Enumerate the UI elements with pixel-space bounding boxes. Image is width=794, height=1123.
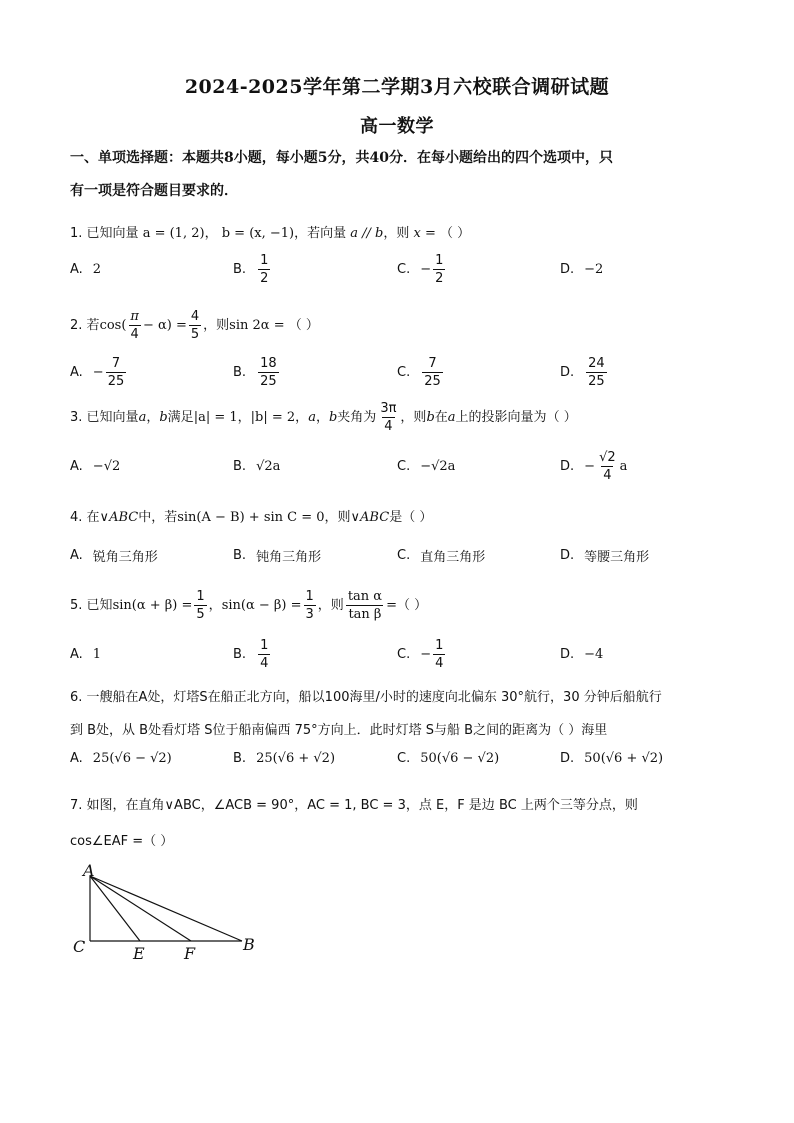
q1-sep: ， [204, 226, 218, 241]
q4-option-c[interactable] [397, 535, 485, 575]
q5-blank: （ ） [396, 598, 428, 613]
fraction [194, 590, 206, 621]
question-7 [70, 788, 740, 860]
option-label: D. [560, 458, 575, 474]
option-label: B. [233, 458, 247, 474]
option-label: B. [233, 646, 247, 662]
q1-option-a[interactable] [70, 249, 101, 289]
fraction [106, 357, 127, 388]
q2-minus-alpha: − α) = [142, 318, 187, 333]
q2-option-a[interactable] [70, 352, 128, 392]
frac-num: 1 [305, 589, 314, 604]
frac-den: 4 [260, 655, 269, 671]
question-5 [70, 590, 740, 621]
fraction [433, 639, 445, 670]
q3-option-b[interactable] [233, 446, 280, 486]
q7-line-2: cos∠EAF =（ ） [70, 834, 174, 849]
fraction [128, 310, 141, 341]
option-label: A. [70, 646, 83, 662]
fraction [258, 357, 279, 388]
q5-options [70, 634, 740, 674]
question-3 [70, 402, 740, 433]
label-b: B [243, 935, 255, 954]
frac-num: 1 [196, 589, 205, 604]
option-label: C. [397, 547, 411, 563]
frac-den: 25 [424, 373, 441, 389]
q2-cos: cos( [99, 318, 127, 333]
label-f: F [184, 944, 196, 963]
q3-sep: ， [315, 410, 329, 425]
frac-num: √2 [599, 449, 616, 465]
q4-expr: sin(A − B) + sin C = 0 [177, 510, 325, 525]
frac-num: 7 [111, 355, 121, 371]
sign: − [584, 458, 596, 474]
q3-vec-a: a [447, 410, 456, 425]
option-value: 25(√6 + √2) [256, 750, 336, 766]
q2-text-1: 若 [86, 318, 100, 333]
q6-option-a[interactable] [70, 738, 172, 778]
q5-text-1: 已知 [86, 598, 113, 613]
q3-options [70, 446, 740, 486]
frac-num: π [130, 309, 139, 324]
option-label: C. [397, 646, 411, 662]
frac-num: 1 [260, 637, 269, 653]
q5-option-c[interactable] [397, 634, 447, 674]
frac-num: 7 [428, 355, 437, 371]
fraction [258, 254, 270, 285]
label-e: E [133, 944, 145, 963]
section-heading-line1: 一、单项选择题：本题共8小题，每小题5分，共40分．在每小题给出的四个选项中，只 [70, 150, 613, 166]
q1-option-b[interactable] [233, 249, 272, 289]
fraction [597, 451, 618, 482]
option-value: −4 [584, 646, 604, 662]
q3-sep: ， [146, 410, 160, 425]
option-label: D. [560, 547, 575, 563]
frac-den: 25 [107, 373, 125, 389]
sign: − [420, 261, 432, 277]
label-a: A [83, 861, 95, 880]
fraction [433, 254, 445, 285]
q5-option-d[interactable] [560, 634, 603, 674]
q3-sep: ， [237, 410, 251, 425]
fraction [378, 402, 398, 433]
frac-num: 1 [435, 637, 444, 653]
option-label: B. [233, 750, 247, 766]
option-value: 2 [92, 261, 102, 277]
label-c: C [73, 937, 86, 956]
q5-expr-2: sin(α − β) = [221, 598, 302, 613]
option-label: D. [560, 261, 575, 277]
question-1 [70, 224, 740, 244]
q6-options [70, 738, 740, 778]
fraction [258, 639, 270, 670]
q3-text-6: 上的投影向量为 [455, 410, 547, 425]
q5-sep: ， [208, 598, 222, 613]
fraction [304, 590, 316, 621]
q4-text-3: ，则∨ [324, 510, 361, 525]
q6-option-b[interactable] [233, 738, 335, 778]
segment-af [90, 876, 191, 941]
frac-den: 4 [384, 419, 393, 434]
option-value: 锐角三角形 [92, 549, 158, 565]
frac-num: 1 [260, 252, 269, 268]
option-label: C. [397, 364, 411, 380]
q3-vec-a: a [138, 410, 147, 425]
q6-option-d[interactable] [560, 738, 663, 778]
frac-num: 18 [260, 355, 277, 371]
q1-option-c[interactable] [397, 249, 447, 289]
option-label: B. [233, 364, 247, 380]
q2-option-d[interactable] [560, 352, 609, 392]
q1-x: x = [413, 226, 436, 241]
q1-parallel: a // b [350, 226, 384, 241]
frac-den: 4 [603, 467, 612, 483]
option-label: D. [560, 646, 575, 662]
q1-vector-b: b = (x, −1) [221, 226, 295, 241]
q3-vec-b: b [426, 410, 435, 425]
q5-option-b[interactable] [233, 634, 272, 674]
q2-options [70, 352, 740, 392]
segment-ab [90, 876, 242, 941]
option-label: D. [560, 750, 575, 766]
option-label: C. [397, 750, 411, 766]
q3-vec-b: b [328, 410, 338, 425]
q1-text-3: ，则 [383, 226, 410, 241]
q3-abs-b: |b| = 2 [250, 410, 296, 425]
q1-vector-a: a = (1, 2) [142, 226, 205, 241]
q3-vec-b: b [159, 410, 168, 425]
option-label: B. [233, 261, 247, 277]
frac-num: 1 [435, 252, 444, 268]
frac-den: tan β [348, 607, 382, 622]
option-value: 25(√6 − √2) [92, 750, 172, 766]
q5-number: 5. [70, 598, 83, 613]
q4-text-2: 中，若 [138, 510, 178, 525]
q1-blank: （ ） [440, 226, 471, 241]
q3-vec-a: a [308, 410, 316, 425]
frac-den: 5 [196, 607, 205, 622]
q2-option-c[interactable] [397, 352, 445, 392]
q5-option-a[interactable] [70, 634, 101, 674]
option-value: √2a [256, 458, 281, 474]
q3-text-1: 已知向量 [86, 410, 139, 425]
frac-den: 3 [305, 607, 314, 622]
fraction [422, 357, 443, 388]
option-label: D. [560, 364, 575, 380]
q2-sin2a: sin 2α = [229, 318, 285, 333]
q3-blank: （ ） [546, 410, 577, 425]
q4-abc: ABC [109, 510, 139, 525]
segment-ae [90, 876, 140, 941]
q5-expr-1: sin(α + β) = [112, 598, 193, 613]
q3-text-3: 夹角为 [337, 410, 377, 425]
question-2 [70, 310, 740, 341]
option-label: A. [70, 261, 83, 277]
q3-text-5: 在 [434, 410, 448, 425]
q4-option-b[interactable] [233, 535, 321, 575]
q3-option-c[interactable] [397, 446, 455, 486]
option-label: C. [397, 261, 411, 277]
q4-number: 4. [70, 510, 83, 525]
option-label: A. [70, 364, 83, 380]
q3-sep: ， [295, 410, 309, 425]
q4-option-a[interactable] [70, 535, 158, 575]
subject-title: 高一数学 [360, 116, 434, 137]
option-label: A. [70, 547, 83, 563]
option-label: B. [233, 547, 247, 563]
option-value: 50(√6 + √2) [584, 750, 664, 766]
option-tail: a [619, 458, 628, 474]
q3-abs-a: |a| = 1 [193, 410, 238, 425]
sign: − [420, 646, 432, 662]
q3-number: 3. [70, 410, 83, 425]
frac-num: 24 [588, 355, 605, 371]
section-heading-line2: 有一项是符合题目要求的． [70, 183, 238, 199]
option-value: −√2 [92, 458, 121, 474]
frac-num: 4 [190, 309, 200, 324]
q4-text-1: 在∨ [86, 510, 110, 525]
option-label: C. [397, 458, 411, 474]
option-value: −√2a [420, 458, 456, 474]
q7-line-1: 7. 如图，在直角∨ABC，∠ACB = 90°，AC = 1, BC = 3，点 E，F 是边 BC 上两个三等分点，则 [70, 798, 638, 813]
option-label: A. [70, 750, 83, 766]
q1-number: 1. [70, 226, 83, 241]
option-value: 钝角三角形 [256, 549, 322, 565]
frac-den: 2 [435, 270, 444, 286]
fraction [189, 310, 201, 341]
q4-abc: ABC [360, 510, 390, 525]
frac-den: 4 [130, 327, 139, 342]
q1-text-2: ，若向量 [294, 226, 347, 241]
q2-number: 2. [70, 318, 83, 333]
q4-text-4: 是 [389, 510, 403, 525]
q6-line-2: 到 B处，从 B处看灯塔 S位于船南偏西 75°方向上．此时灯塔 S与船 B之间的距离为（ ）海里 [70, 723, 608, 738]
option-label: A. [70, 458, 83, 474]
q5-eq: = [386, 598, 397, 613]
frac-den: 25 [588, 373, 605, 389]
q3-option-d[interactable] [560, 446, 627, 486]
q2-option-b[interactable] [233, 352, 281, 392]
q1-option-d[interactable] [560, 249, 603, 289]
frac-den: 4 [435, 655, 444, 671]
option-value: 50(√6 − √2) [420, 750, 500, 766]
q2-blank: （ ） [288, 318, 319, 333]
option-value: −2 [584, 261, 604, 277]
q1-options [70, 249, 740, 289]
q3-text-4: ，则 [400, 410, 427, 425]
q4-options [70, 535, 740, 575]
question-4 [70, 508, 740, 528]
q4-blank: （ ） [402, 510, 433, 525]
q3-text-2: 满足 [167, 410, 194, 425]
q7-triangle-figure [70, 856, 270, 966]
sign: − [92, 364, 104, 380]
option-value: 1 [92, 646, 102, 662]
q1-text-1: 已知向量 [86, 226, 139, 241]
option-value: 直角三角形 [420, 549, 486, 565]
frac-num: 3π [380, 401, 397, 416]
frac-den: 2 [260, 270, 269, 286]
option-value: 等腰三角形 [584, 549, 650, 565]
q3-option-a[interactable] [70, 446, 120, 486]
q2-text-2: ，则 [203, 318, 230, 333]
q4-option-d[interactable] [560, 535, 649, 575]
fraction [586, 357, 607, 388]
frac-den: 25 [260, 373, 277, 389]
frac-den: 5 [190, 327, 200, 342]
fraction [346, 590, 384, 621]
q6-line-1: 6. 一艘船在A处，灯塔S在船正北方向，船以100海里/小时的速度向北偏东 30°航行，30 分钟后船航行 [70, 690, 662, 705]
exam-title: 2024-2025学年第二学期3月六校联合调研试题 [184, 76, 610, 98]
q5-text-2: ，则 [317, 598, 344, 613]
q6-option-c[interactable] [397, 738, 499, 778]
frac-num: tan α [347, 589, 383, 604]
